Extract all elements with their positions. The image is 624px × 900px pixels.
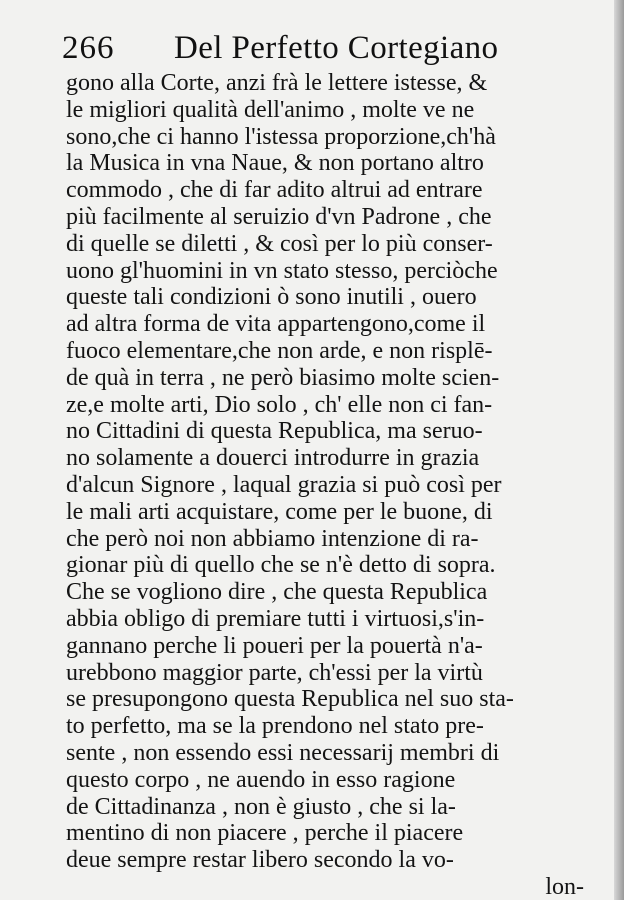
text-line: la Musica in vna Naue, & non portano altro (66, 150, 484, 177)
text-line: le migliori qualità dell'animo , molte ve ne (66, 96, 475, 123)
text-line: più facilmente al seruizio d'vn Padrone , che (66, 203, 492, 230)
text-line: fuoco elementare,che non arde, e non risplē- (66, 337, 493, 364)
running-title: Del Perfetto Cortegiano (174, 30, 499, 66)
text-line: d'alcun Signore , laqual grazia si può così per (66, 471, 502, 498)
text-line: sono,che ci hanno l'istessa proporzione,ch'hà (66, 123, 496, 150)
running-header (62, 30, 562, 74)
text-line: abbia obligo di premiare tutti i virtuosi,s'in- (66, 605, 485, 632)
text-line: de quà in terra , ne però biasimo molte scien- (66, 364, 500, 391)
text-line: to perfetto, ma se la prendono nel stato pre- (66, 713, 484, 740)
text-line: gionar più di quello che se n'è detto di sopra. (66, 552, 496, 579)
page-number: 266 (62, 30, 115, 66)
text-line: che però noi non abbiamo intenzione di ra- (66, 525, 479, 552)
text-line: Che se vogliono dire , che questa Republica (66, 579, 488, 606)
page-edge (614, 0, 624, 900)
text-line: deue sempre restar libero secondo la vo- (66, 847, 454, 874)
text-line: mentino di non piacere , perche il piacere (66, 820, 464, 847)
text-line: urebbono maggior parte, ch'essi per la virtù (66, 659, 483, 686)
text-line: se presupongono questa Republica nel suo sta- (66, 686, 514, 713)
body-text (66, 70, 596, 900)
text-line: sente , non essendo essi necessarij membri di (66, 739, 500, 766)
text-line: gono alla Corte, anzi frà le lettere istesse, & (66, 70, 488, 96)
text-line: gannano perche li poueri per la pouertà n'a- (66, 632, 483, 659)
catchword: lon- (545, 873, 584, 900)
text-line: no solamente a douerci introdurre in grazia (66, 445, 480, 472)
text-line: questo corpo , ne auendo in esso ragione (66, 766, 456, 793)
text-line: ad altra forma de vita appartengono,come il (66, 311, 486, 338)
text-line: de Cittadinanza , non è giusto , che si la- (66, 793, 456, 820)
text-line: ze,e molte arti, Dio solo , ch' elle non ci fan- (66, 391, 493, 418)
text-line: uono gl'huomini in vn stato stesso, perciòche (66, 257, 498, 284)
text-line: le mali arti acquistare, come per le buone, di (66, 498, 493, 525)
text-line: commodo , che di far adito altrui ad entrare (66, 177, 483, 204)
text-line: queste tali condizioni ò sono inutili , ouero (66, 284, 477, 311)
text-line: no Cittadini di questa Republica, ma seruo- (66, 418, 483, 445)
text-line: di quelle se diletti , & così per lo più conser- (66, 230, 493, 257)
